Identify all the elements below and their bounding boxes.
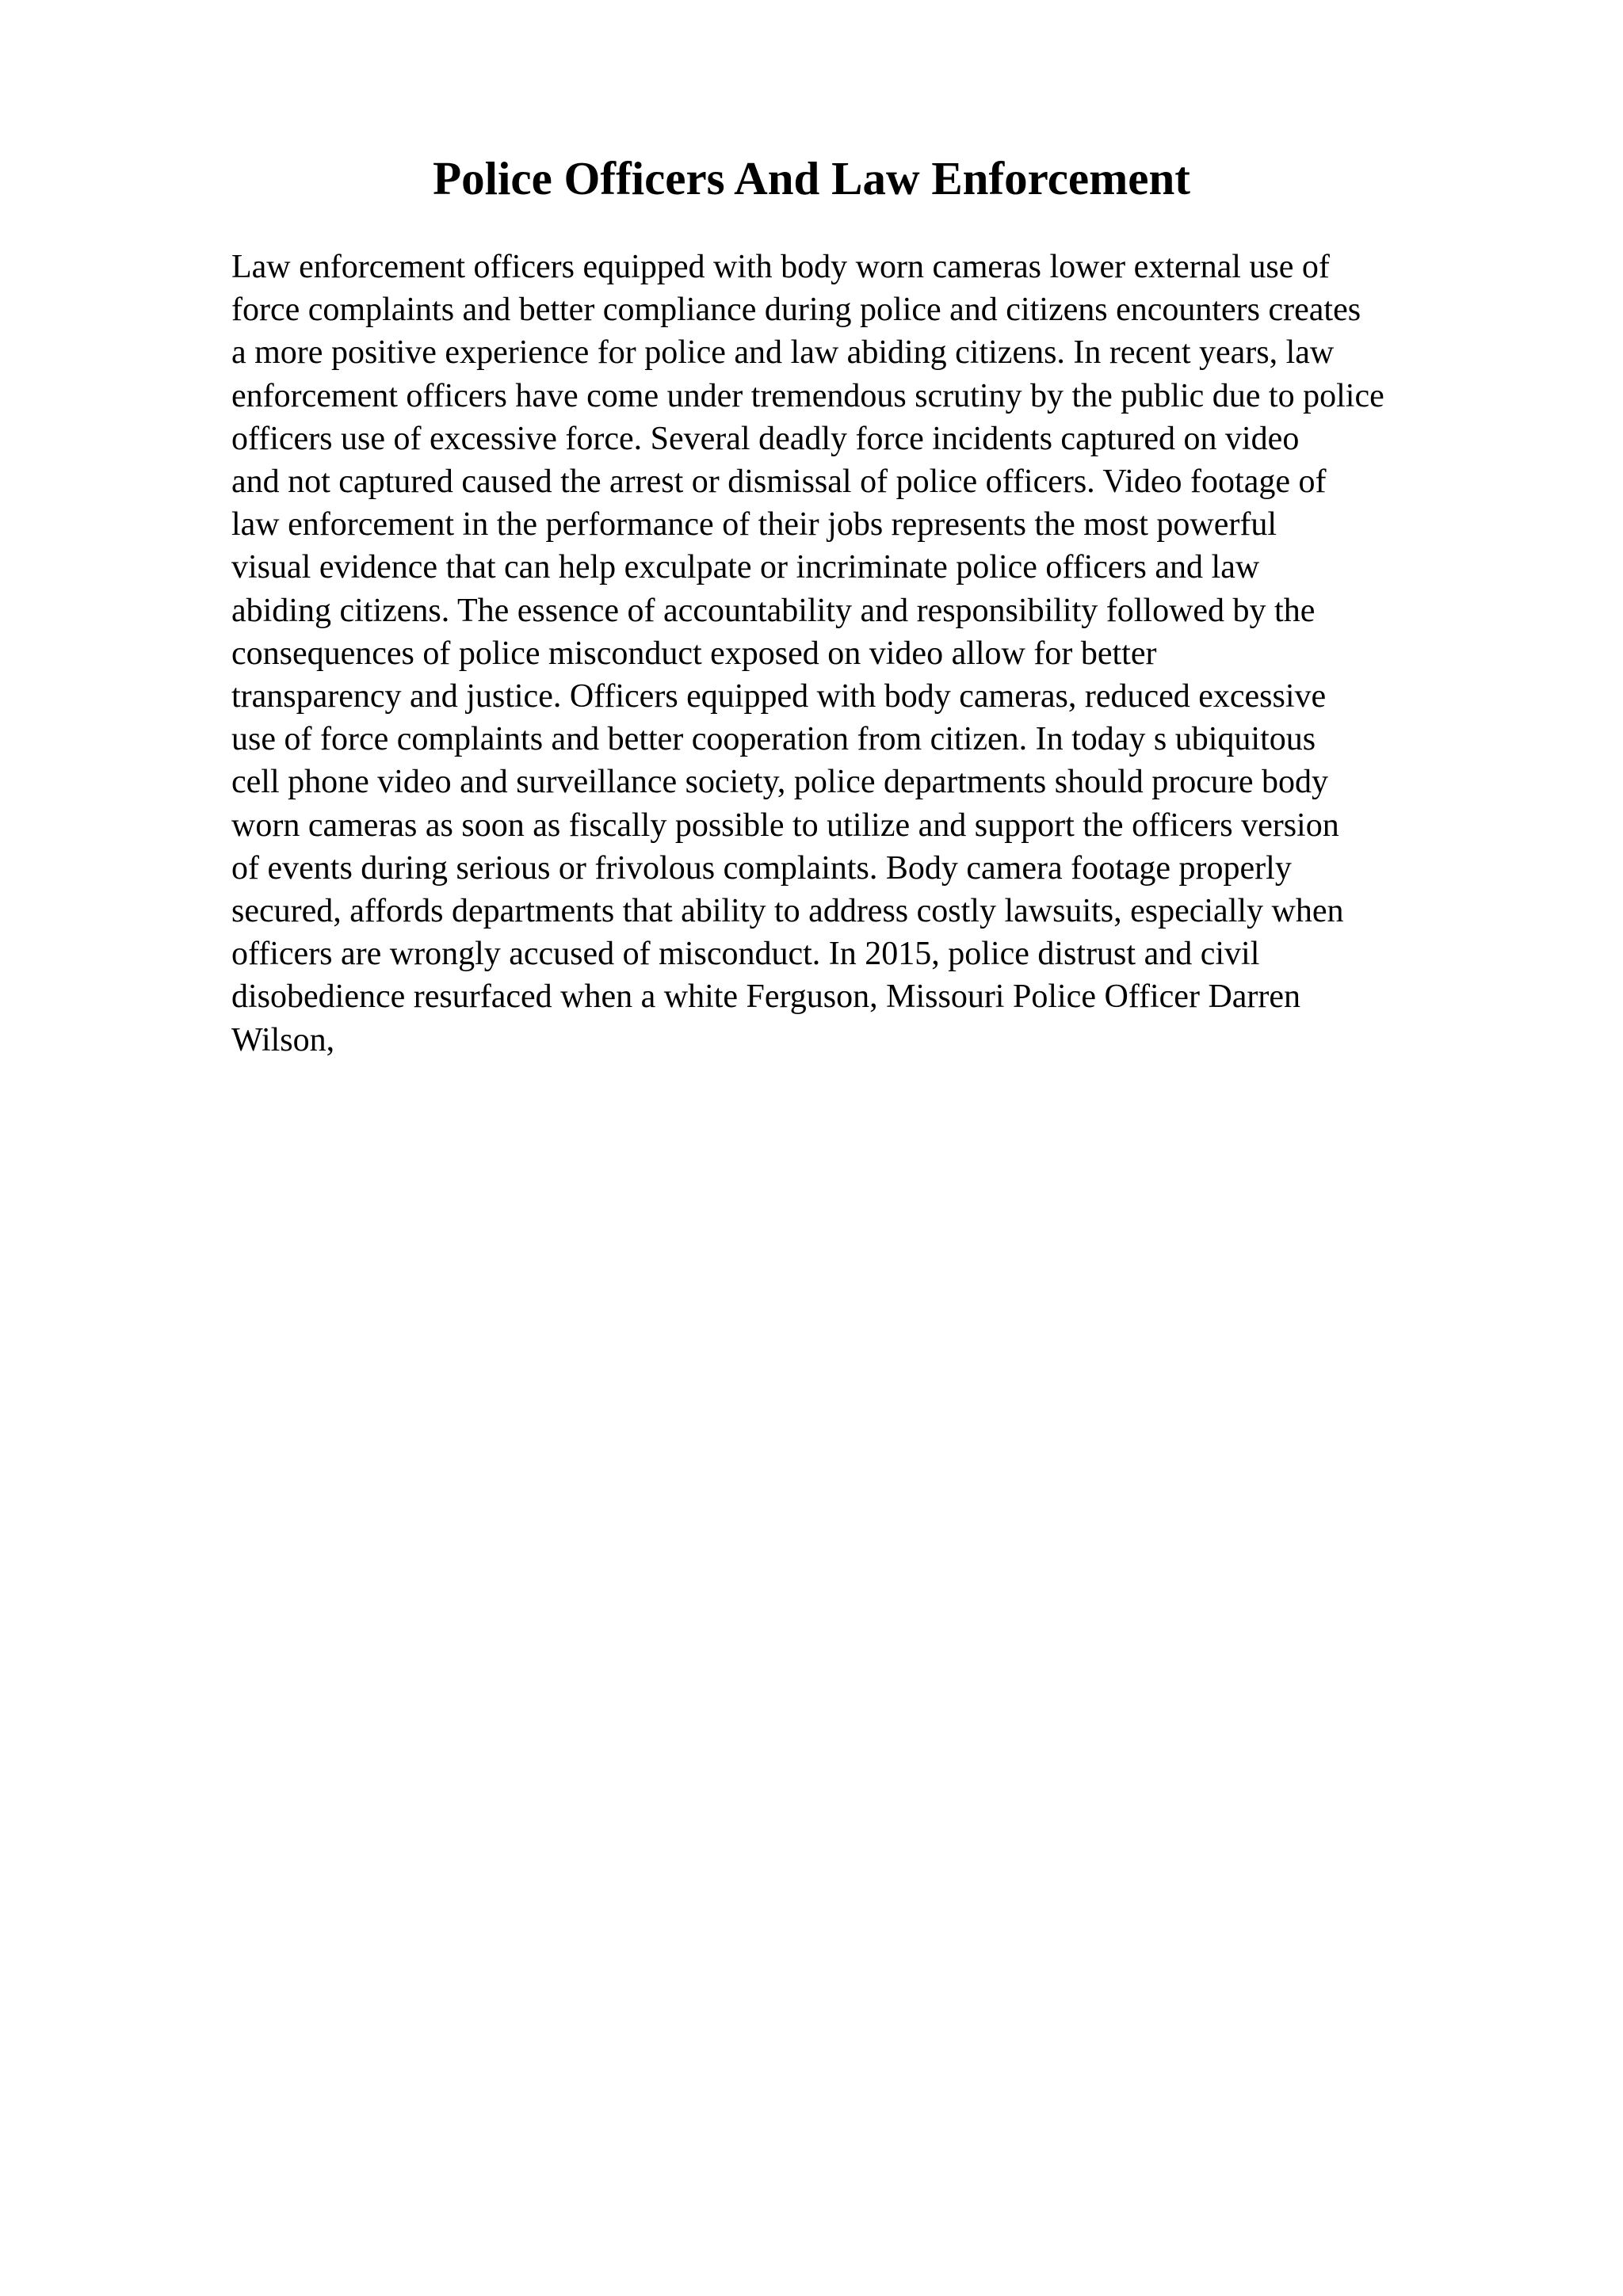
body-line: of events during serious or frivolous complaints. Body camera footage properly — [231, 849, 1292, 887]
body-line: transparency and justice. Officers equipped with body cameras, reduced excessive — [231, 678, 1327, 715]
body-line: Law enforcement officers equipped with body worn cameras lower external use of — [231, 249, 1330, 285]
document-body — [231, 246, 1610, 1062]
body-line: abiding citizens. The essence of accountability and responsibility followed by the — [231, 592, 1316, 629]
body-line: consequences of police misconduct exposed on video allow for better — [231, 635, 1157, 672]
body-line: worn cameras as soon as fiscally possible to utilize and support the officers version — [231, 807, 1339, 844]
body-line: cell phone video and surveillance society, police departments should procure body — [231, 764, 1329, 801]
body-line: force complaints and better compliance during police and citizens encounters creates — [231, 292, 1361, 329]
body-line: and not captured caused the arrest or dismissal of police officers. Video footage of — [231, 463, 1327, 501]
body-line: Wilson, — [231, 1021, 335, 1058]
body-line: secured, affords departments that ability to address costly lawsuits, especially when — [231, 893, 1344, 930]
document-title: Police Officers And Law Enforcement — [433, 152, 1190, 204]
body-line: enforcement officers have come under tremendous scrutiny by the public due to police — [231, 377, 1384, 414]
body-line: law enforcement in the performance of their jobs represents the most powerful — [231, 506, 1277, 543]
body-line: a more positive experience for police and law abiding citizens. In recent years, law — [231, 334, 1335, 372]
body-line: officers are wrongly accused of misconduct. In 2015, police distrust and civil — [231, 936, 1260, 973]
body-line: visual evidence that can help exculpate or incriminate police officers and law — [231, 549, 1260, 586]
body-line: disobedience resurfaced when a white Ferguson, Missouri Police Officer Darren — [231, 978, 1301, 1016]
body-line: use of force complaints and better cooperation from citizen. In today s ubiquitous — [231, 721, 1316, 758]
body-line: officers use of excessive force. Several deadly force incidents captured on video — [231, 420, 1300, 457]
